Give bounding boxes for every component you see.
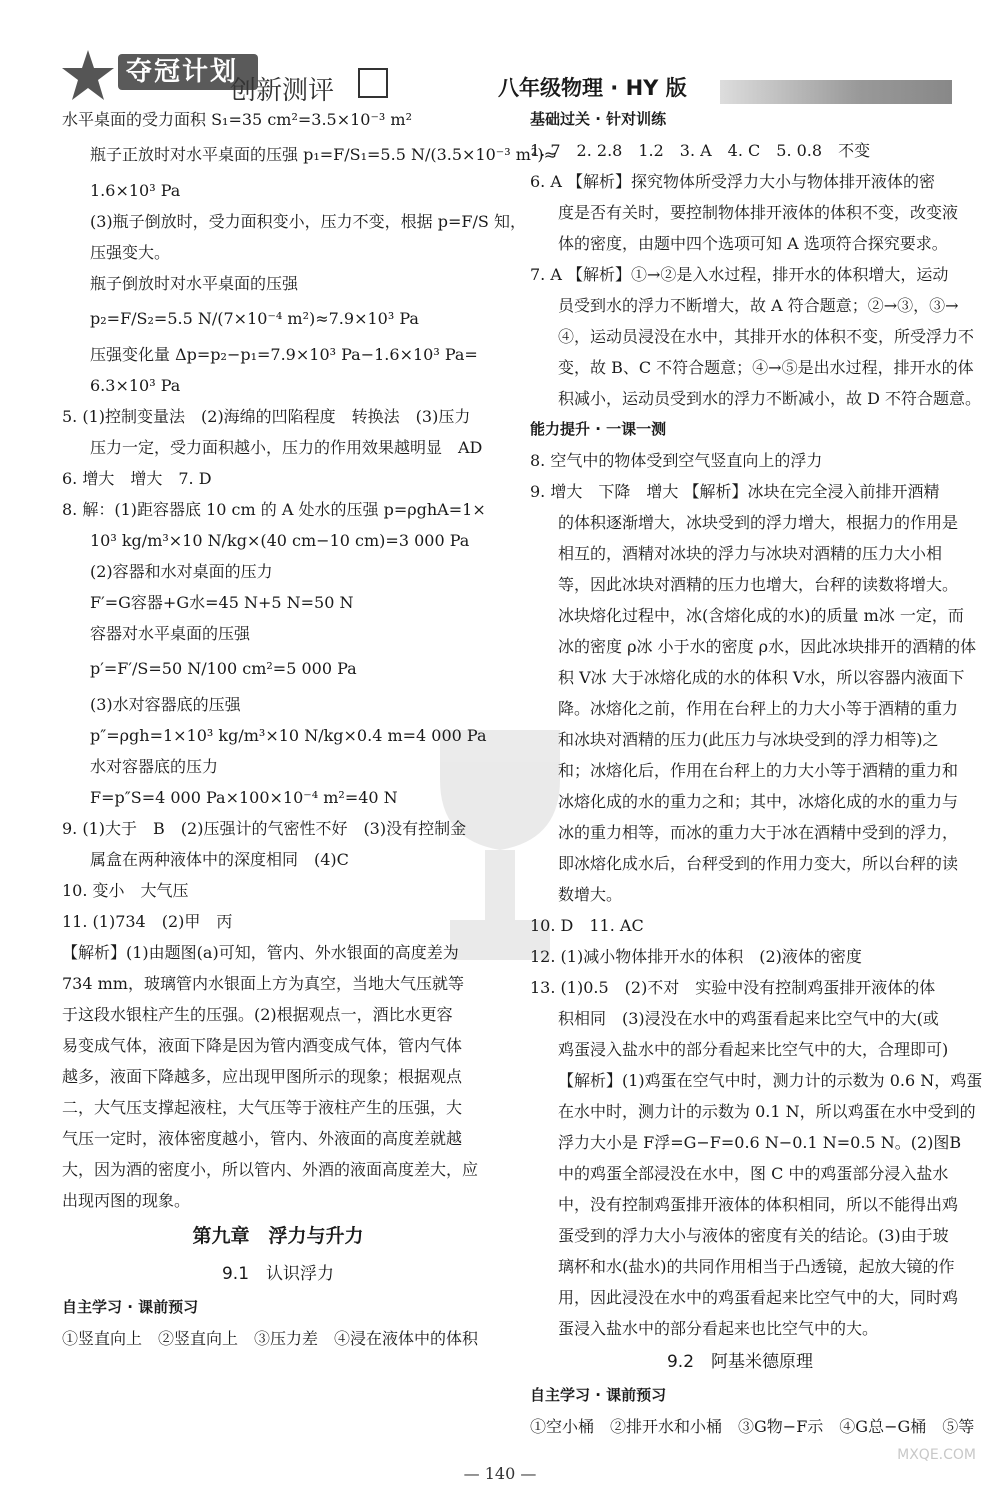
answer-line: 水对容器底的压力 [90,757,219,776]
answer-line: 瓶子正放时对水平桌面的压强 p₁=F/S₁=5.5 N/(3.5×10⁻³ m²)≈ [90,145,557,164]
answer-line: 6. 增大 增大 7. D [62,469,212,488]
section-label: 自主学习 · 课前预习 [530,1386,667,1404]
answer-line: (3)瓶子倒放时，受力面积变小，压力不变，根据 p=F/S 知， [90,212,526,231]
answer-line: 璃杯和水(盐水)的共同作用相当于凸透镜，起放大镜的作 [558,1257,955,1276]
answer-line: 数增大。 [558,885,623,904]
left-column [62,104,557,1354]
answer-line: 11. (1)734 (2)甲 丙 [62,912,233,931]
answer-line: 冰块熔化过程中，冰(含熔化成的水)的质量 m冰 一定，而 [558,606,964,625]
answer-line: 于这段水银柱产生的压强。(2)根据观点一，酒比水更容 [62,1005,453,1024]
brand-name: 夺冠计划 [118,54,258,90]
answer-line: 中，没有控制鸡蛋排开液体的体积相同，所以不能得出鸡 [558,1195,959,1214]
answer-line: 7. A 【解析】①→②是入水过程，排开水的体积增大，运动 [530,265,949,284]
answer-line: 734 mm，玻璃管内水银面上方为真空，当地大气压就等 [62,974,464,993]
answer-line: p′=F′/S=50 N/100 cm²=5 000 Pa [90,659,357,678]
answer-line: 1.6×10³ Pa [90,181,181,200]
page-header [0,0,1000,112]
answer-line: 容器对水平桌面的压强 [90,624,251,643]
answer-line: 13. (1)0.5 (2)不对 实验中没有控制鸡蛋排开液体的体 [530,978,936,997]
answer-line: 8. 解：(1)距容器底 10 cm 的 A 处水的压强 p=ρghA=1× [62,500,486,519]
answer-line: 【解析】(1)由题图(a)可知，管内、外水银面的高度差为 [62,943,459,962]
answer-line: 降。冰熔化之前，作用在台秤上的力大小等于酒精的重力 [558,699,959,718]
answer-line: 员受到水的浮力不断增大，故 A 符合题意；②→③，③→ [558,296,959,315]
answer-line: F=p″S=4 000 Pa×100×10⁻⁴ m²=40 N [90,788,398,807]
answer-line: 相互的，酒精对冰块的浮力与冰块对酒精的压力大小相 [558,544,943,563]
answer-line: 12. (1)减小物体排开水的体积 (2)液体的密度 [530,947,862,966]
answer-line: ①空小桶 ②排开水和小桶 ③G物−F示 ④G总−G桶 ⑤等 [530,1417,975,1436]
answer-line: 水平桌面的受力面积 S₁=35 cm²=3.5×10⁻³ m² [62,110,413,129]
answer-line: 等，因此冰块对酒精的压力也增大，台秤的读数将增大。 [558,575,959,594]
page-number: — 140 — [463,1464,537,1483]
answer-line: 6.3×10³ Pa [90,376,181,395]
answer-line: 鸡蛋浸入盐水中的部分看起来比空气中的大，合理即可) [558,1040,949,1059]
answer-line: 5. (1)控制变量法 (2)海绵的凹陷程度 转换法 (3)压力 [62,407,471,426]
book-title: 八年级物理 · HY 版 [498,76,687,100]
answer-line: 积 V冰 大于冰熔化成的水的体积 V水，所以容器内液面下 [558,668,965,687]
section-title: 9.2 阿基米德原理 [666,1352,814,1372]
answer-line: 9. 增大 下降 增大 【解析】冰块在完全浸入前排开酒精 [530,482,940,501]
answer-line: 出现丙图的现象。 [62,1191,191,1210]
brand-logo [58,46,258,104]
section-label: 基础过关 · 针对训练 [530,110,667,128]
answer-line: 度是否有关时，要控制物体排开液体的体积不变，改变液 [558,203,959,222]
answer-line: 二，大气压支撑起液柱，大气压等于液柱产生的压强，大 [62,1098,463,1117]
chapter-title: 第九章 浮力与升力 [192,1225,364,1247]
answer-line: 积相同 (3)浸没在水中的鸡蛋看起来比空气中的大(或 [558,1009,939,1028]
answer-line: 中的鸡蛋全部浸没在水中，图 C 中的鸡蛋部分浸入盐水 [558,1164,949,1183]
answer-line: 和冰块对酒精的压力(此压力与冰块受到的浮力相等)之 [558,730,939,749]
answer-line: 9. (1)大于 B (2)压强计的气密性不好 (3)没有控制金 [62,819,467,838]
answer-line: 1. 7 2. 2.8 1.2 3. A 4. C 5. 0.8 不变 [530,141,871,160]
site-watermark: MXQE.COM [897,1447,976,1463]
answer-line: ①竖直向上 ②竖直向上 ③压力差 ④浸在液体中的体积 [62,1329,479,1348]
answer-line: 10³ kg/m³×10 N/kg×(40 cm−10 cm)=3 000 Pa [90,531,470,550]
answer-line: F′=G容器+G水=45 N+5 N=50 N [90,593,354,612]
answer-line: 气压一定时，液体密度越小，管内、外液面的高度差就越 [62,1129,463,1148]
answer-line: (3)水对容器底的压强 [90,695,241,714]
answer-line: 8. 空气中的物体受到空气竖直向上的浮力 [530,451,823,470]
answer-line: 和；冰熔化后，作用在台秤上的力大小等于酒精的重力和 [558,761,959,780]
answer-line: 易变成气体，液面下降是因为管内酒变成气体，管内气体 [62,1036,463,1055]
answer-line: 大，因为酒的密度小，所以管内、外酒的液面高度差大，应 [62,1160,479,1179]
section-label: 能力提升 · 一课一测 [530,420,667,438]
answer-line: 蛋受到的浮力大小与液体的密度有关的结论。(3)由于玻 [558,1226,949,1245]
answer-line: 蛋浸入盐水中的部分看起来也比空气中的大。 [558,1319,879,1338]
answer-line: 6. A 【解析】探究物体所受浮力大小与物体排开液体的密 [530,172,935,191]
answer-line: 的体积逐渐增大，冰块受到的浮力增大，根据力的作用是 [558,513,959,532]
answer-line: (2)容器和水对桌面的压力 [90,562,273,581]
right-column [530,104,983,1442]
answer-line: 浮力大小是 F浮=G−F=0.6 N−0.1 N=0.5 N。(2)图B [558,1133,962,1152]
answer-line: 即冰熔化成水后，台秤受到的作用力变大，所以台秤的读 [558,854,959,873]
answer-line: 压强变大。 [90,243,171,262]
section-title: 9.1 认识浮力 [221,1264,335,1284]
answer-line: p₂=F/S₂=5.5 N/(7×10⁻⁴ m²)≈7.9×10³ Pa [90,309,419,328]
answer-line: 【解析】(1)鸡蛋在空气中时，测力计的示数为 0.6 N，鸡蛋 [558,1071,983,1090]
section-label: 自主学习 · 课前预习 [62,1298,199,1316]
answer-line: ④，运动员浸没在水中，其排开水的体积不变，所受浮力不 [558,327,975,346]
answer-line: 压强变化量 Δp=p₂−p₁=7.9×10³ Pa−1.6×10³ Pa= [90,345,478,364]
answer-line: 体的密度，由题中四个选项可知 A 选项符合探究要求。 [558,234,948,253]
answer-line: 在水中时，测力计的示数为 0.1 N，所以鸡蛋在水中受到的 [558,1102,976,1121]
answer-line: 冰的重力相等，而冰的重力大于冰在酒精中受到的浮力， [558,823,959,842]
answer-line: 冰的密度 ρ冰 小于水的密度 ρ水，因此冰块排开的酒精的体 [558,637,977,656]
answer-line: 10. 变小 大气压 [62,881,189,900]
star-icon [58,46,118,104]
answer-line: 冰熔化成的水的重力之和；其中，冰熔化成的水的重力与 [558,792,959,811]
header-decoration [720,80,952,104]
answer-line: 属盒在两种液体中的深度相同 (4)C [90,850,349,869]
answer-line: p″=ρgh=1×10³ kg/m³×10 N/kg×0.4 m=4 000 Pa [90,726,487,745]
answer-line: 变，故 B、C 不符合题意；④→⑤是出水过程，排开水的体 [558,358,974,377]
answer-line: 越多，液面下降越多，应出现甲图所示的现象；根据观点 [62,1067,463,1086]
answer-line: 压力一定，受力面积越小，压力的作用效果越明显 AD [90,438,483,457]
answer-line: 用，因此浸没在水中的鸡蛋看起来比空气中的大，同时鸡 [558,1288,959,1307]
pencil-icon [358,68,388,98]
answer-line: 积减小，运动员受到水的浮力不断减小，故 D 不符合题意。 [558,389,982,408]
brand-subtitle: 创新测评 [230,76,335,106]
answer-line: 瓶子倒放时对水平桌面的压强 [90,274,299,293]
answer-line: 10. D 11. AC [530,916,644,935]
